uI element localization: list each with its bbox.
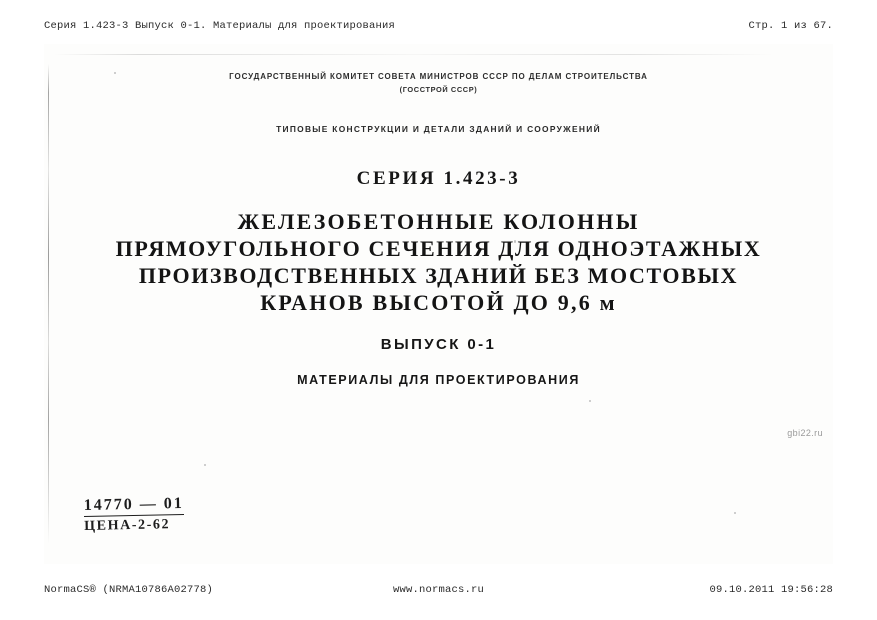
viewer-header [0,18,877,34]
issuing-authority-line-2: (ГОССТРОЙ СССР) [399,85,478,94]
viewer-footer [0,582,877,598]
scanned-page [44,44,833,564]
scan-speck [204,464,206,466]
footer-license-id: NormaCS® (NRMA10786A02778) [44,584,214,596]
series-number: СЕРИЯ 1.423-3 [356,168,521,189]
document-subtitle: МАТЕРИАЛЫ ДЛЯ ПРОЕКТИРОВАНИЯ [297,373,580,387]
stamp-code: 14770 — 01 [84,495,184,517]
document-category-line: ТИПОВЫЕ КОНСТРУКЦИИ И ДЕТАЛИ ЗДАНИЙ И СООРУЖЕНИЙ [276,124,601,134]
scan-speck [734,512,736,514]
issue-number: ВЫПУСК 0-1 [380,336,497,353]
stamp-price: ЦЕНА-2-62 [84,517,171,535]
title-line-1: ЖЕЛЕЗОБЕТОННЫЕ КОЛОННЫ [237,209,640,234]
scan-edge-top [54,54,774,55]
header-page-indicator: Стр. 1 из 67. [748,20,833,32]
title-line-4: КРАНОВ ВЫСОТОЙ ДО 9,6 м [260,290,617,315]
issuing-authority-line-1: ГОСУДАРСТВЕННЫЙ КОМИТЕТ СОВЕТА МИНИСТРОВ СССР ПО ДЕЛАМ СТРОИТЕЛЬСТВА [229,72,648,81]
footer-timestamp: 09.10.2011 19:56:28 [709,584,833,596]
title-line-3: ПРОИЗВОДСТВЕННЫХ ЗДАНИЙ БЕЗ МОСТОВЫХ [138,263,739,288]
site-watermark: gbi22.ru [787,428,823,438]
header-document-title: Серия 1.423-3 Выпуск 0-1. Материалы для проектирования [44,20,396,32]
document-main-title [44,208,833,316]
scan-speck [589,400,591,402]
price-stamp [84,495,185,535]
title-line-2: ПРЯМОУГОЛЬНОГО СЕЧЕНИЯ ДЛЯ ОДНОЭТАЖНЫХ [115,236,762,261]
footer-website: www.normacs.ru [392,584,484,596]
